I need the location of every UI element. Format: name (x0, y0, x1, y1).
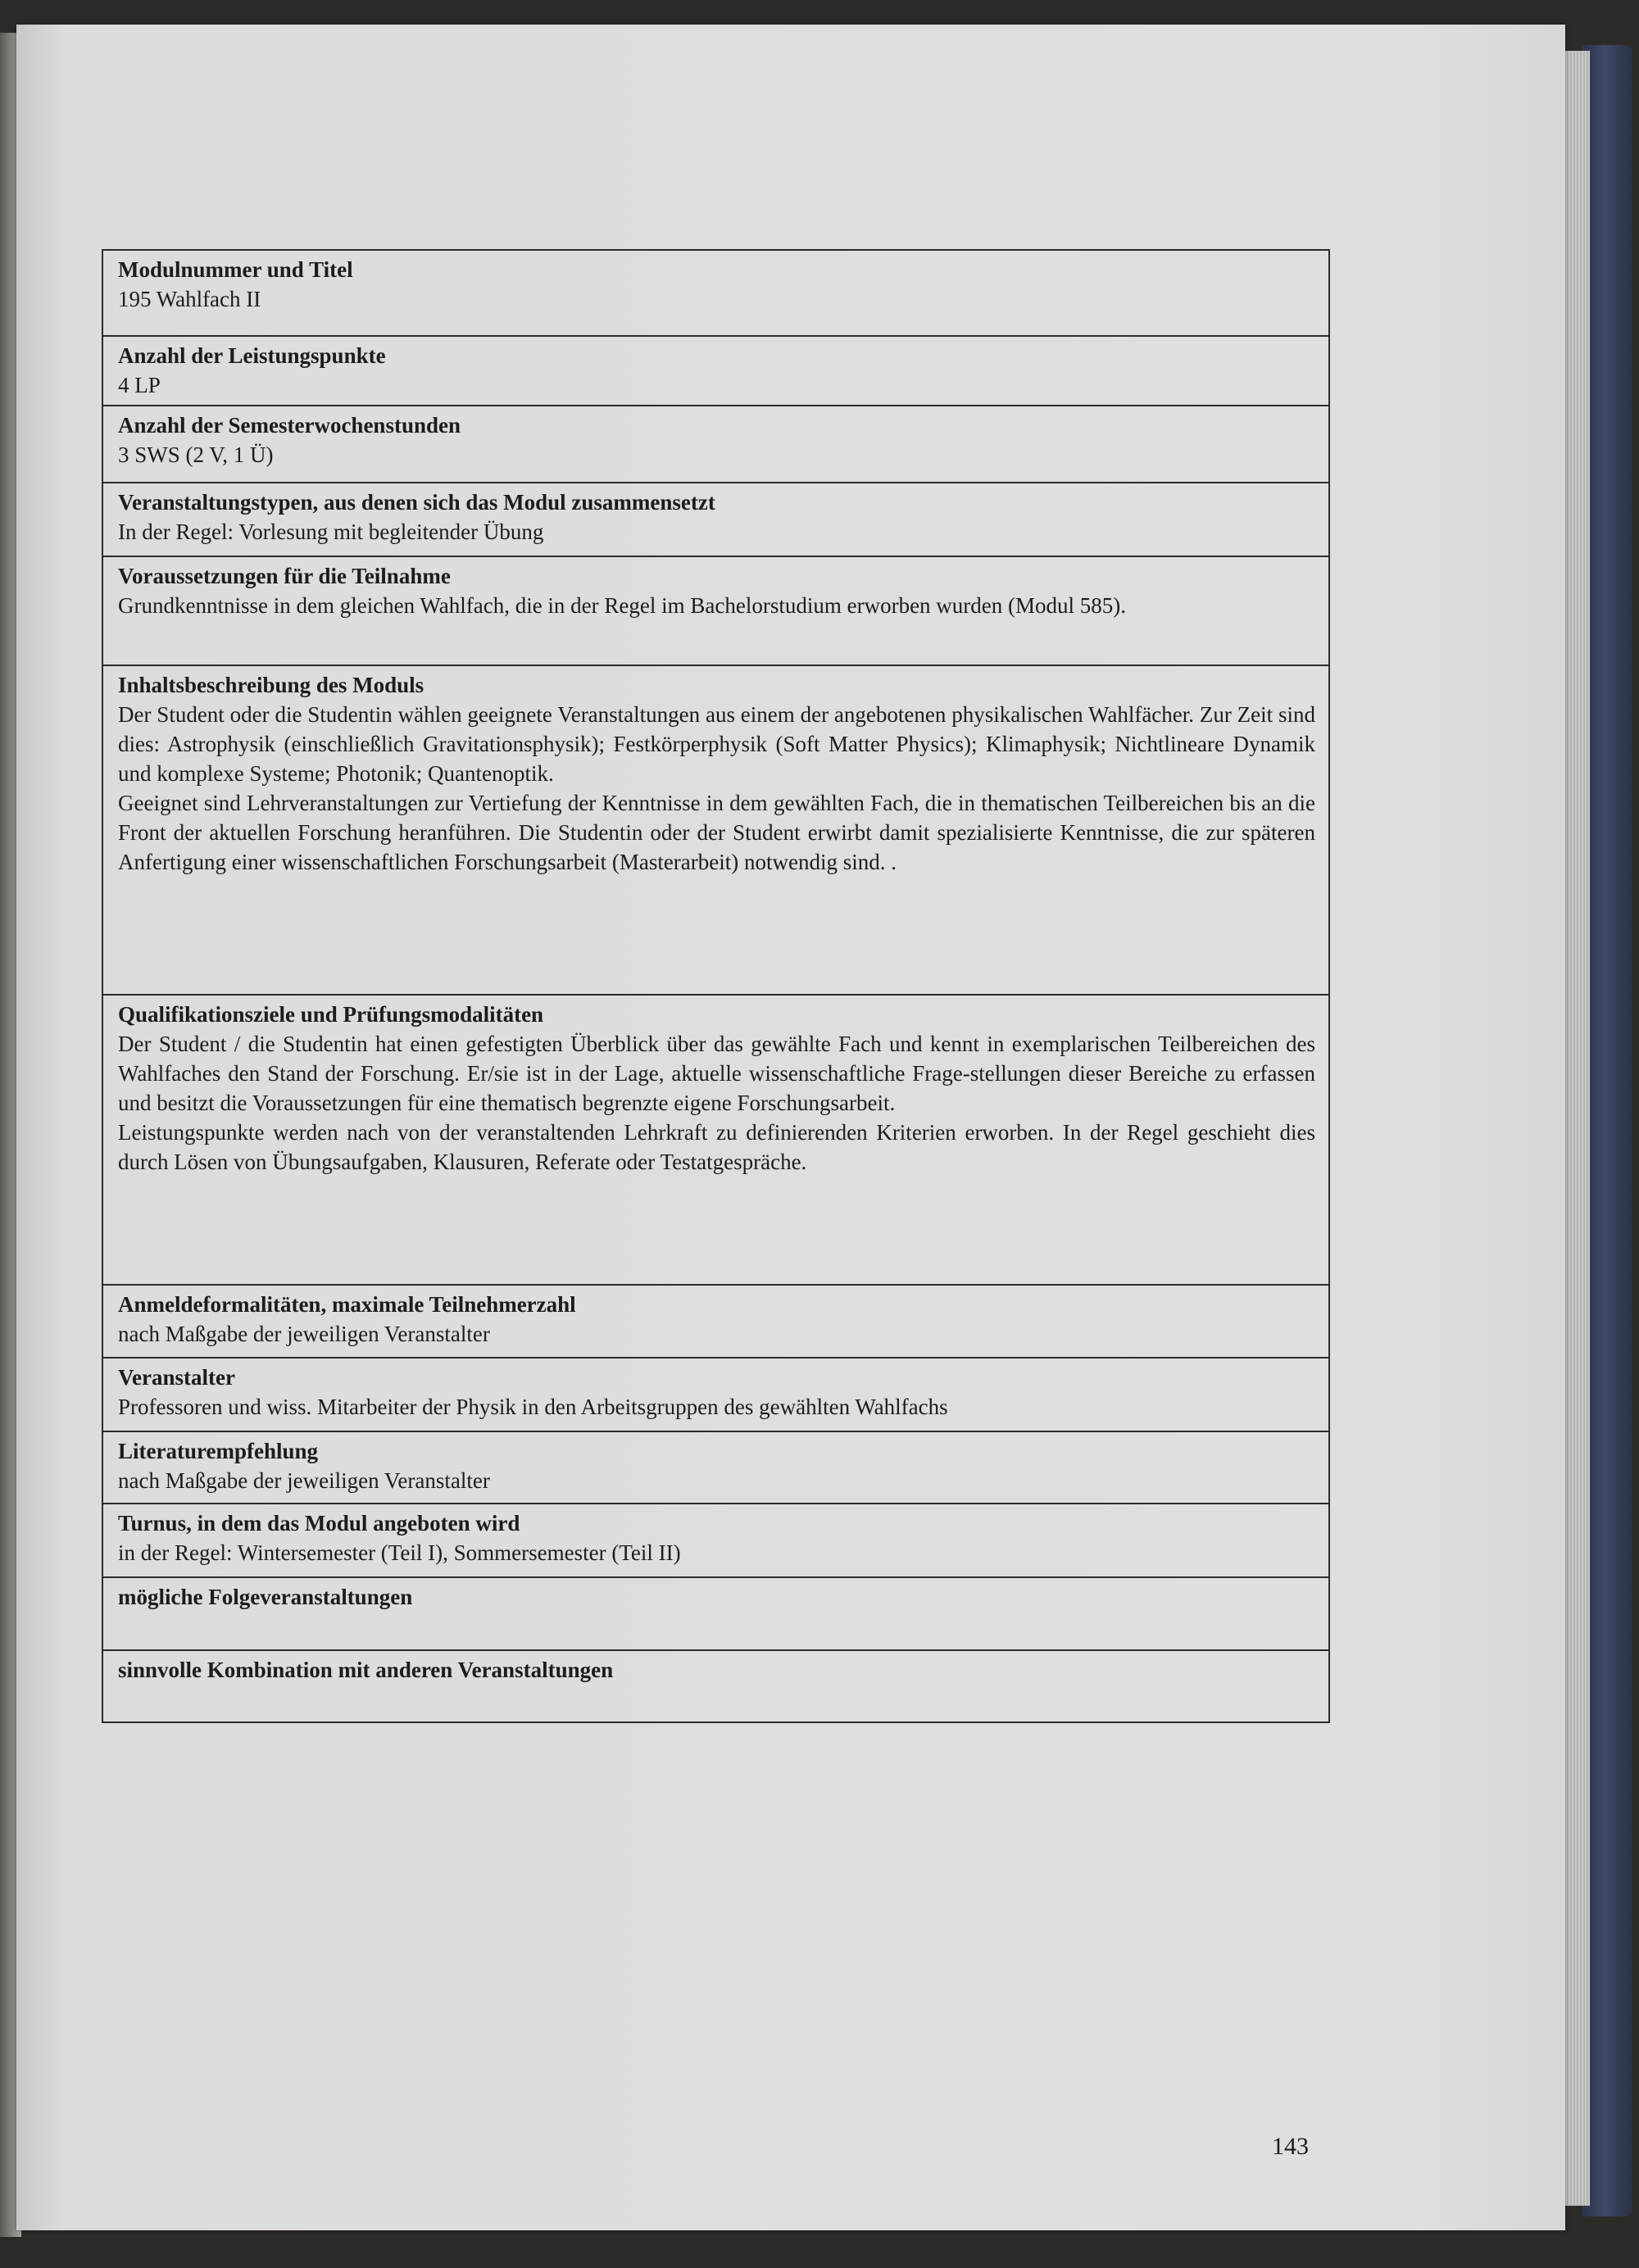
row-voraussetzungen (103, 556, 1328, 665)
row-content (118, 700, 1315, 877)
row-content (118, 284, 1315, 314)
row-text: In der Regel: Vorlesung mit begleitender Übung (118, 519, 544, 544)
row-inhaltsbeschreibung (103, 665, 1328, 994)
row-text: 3 SWS (2 V, 1 Ü) (118, 442, 274, 467)
row-title: Voraussetzungen für die Teilnahme (118, 564, 451, 588)
page-number: 143 (1272, 2133, 1309, 2160)
row-anmeldeformalitaeten (103, 1284, 1328, 1357)
row-title: Qualifikationsziele und Prüfungsmodalitäten (118, 1002, 544, 1027)
row-content (118, 370, 1315, 400)
row-leistungspunkte (103, 335, 1328, 405)
row-title: Modulnummer und Titel (118, 257, 353, 282)
row-veranstalter (103, 1357, 1328, 1431)
row-content (118, 1319, 1315, 1349)
row-semesterwochenstunden (103, 405, 1328, 482)
row-content (118, 517, 1315, 547)
row-text: Professoren und wiss. Mitarbeiter der Physik in den Arbeitsgruppen des gewählten Wahlfachs (118, 1395, 948, 1419)
row-text: 195 Wahlfach II (118, 287, 261, 311)
row-content (118, 591, 1315, 620)
document-page (16, 25, 1565, 2230)
row-title: Veranstalter (118, 1365, 235, 1390)
row-qualifikationsziele (103, 994, 1328, 1284)
row-title: mögliche Folgeveranstaltungen (118, 1585, 413, 1609)
row-title: Turnus, in dem das Modul angeboten wird (118, 1511, 520, 1535)
row-text: in der Regel: Wintersemester (Teil I), Sommersemester (Teil II) (118, 1540, 681, 1565)
row-text: Der Student oder die Studentin wählen geeignete Veranstaltungen aus einem der angebotenen physikalischen Wahlfächer. Zur Zeit sind dies: Astrophysik (einschließlich Gravitationsphysik); Festkörperphysik (Soft Matter Physics); Klimaphysik; Nichtlineare Dynamik und komplexe Systeme; Photonik; Quantenoptik. (118, 702, 1315, 786)
row-kombination (103, 1649, 1328, 1721)
row-turnus (103, 1503, 1328, 1576)
row-veranstaltungstypen (103, 482, 1328, 556)
row-title: Anzahl der Leistungspunkte (118, 343, 386, 368)
row-folgeveranstaltungen (103, 1576, 1328, 1649)
row-content (118, 440, 1315, 469)
row-title: sinnvolle Kombination mit anderen Veranstaltungen (118, 1658, 614, 1682)
row-modulnummer (103, 251, 1328, 335)
row-text: Grundkenntnisse in dem gleichen Wahlfach, die in der Regel im Bachelorstudium erworben wurden (Modul 585). (118, 593, 1127, 618)
row-text: Leistungspunkte werden nach von der veranstaltenden Lehrkraft zu definierenden Kriterien erworben. In der Regel geschieht dies durch Lösen von Übungsaufgaben, Klausuren, Referate oder Testatgespräche. (118, 1120, 1315, 1174)
row-text: nach Maßgabe der jeweiligen Veranstalter (118, 1322, 490, 1346)
row-title: Inhaltsbeschreibung des Moduls (118, 673, 425, 697)
row-text: Der Student / die Studentin hat einen gefestigten Überblick über das gewählte Fach und kennt in exemplarischen Teilbereichen des Wahlfaches den Stand der Forschung. Er/sie ist in der Lage, aktuelle wissenschaftliche Frage-stellungen dieser Bereiche zu erfassen und besitzt die Voraussetzungen für eine thematisch begrenzte eigene Forschungsarbeit. (118, 1032, 1315, 1115)
row-text: 4 LP (118, 373, 161, 397)
row-text: Geeignet sind Lehrveranstaltungen zur Vertiefung der Kenntnisse in dem gewählten Fach, die in thematischen Teilbereichen bis an die Front der aktuellen Forschung heranführen. Die Studentin oder der Student erwirbt damit spezialisierte Kenntnisse, die zur späteren Anfertigung einer wissenschaftlichen Forschungsarbeit (Masterarbeit) notwendig sind. . (118, 791, 1315, 874)
row-text: nach Maßgabe der jeweiligen Veranstalter (118, 1468, 490, 1493)
row-title: Literaturempfehlung (118, 1439, 318, 1463)
module-description-table (102, 249, 1330, 1723)
row-content (118, 1466, 1315, 1495)
row-title: Anmeldeformalitäten, maximale Teilnehmerzahl (118, 1292, 576, 1317)
row-content (118, 1392, 1315, 1422)
row-content (118, 1029, 1315, 1177)
row-content (118, 1538, 1315, 1567)
row-literaturempfehlung (103, 1431, 1328, 1503)
row-title: Veranstaltungstypen, aus denen sich das Modul zusammensetzt (118, 490, 715, 515)
row-title: Anzahl der Semesterwochenstunden (118, 413, 461, 438)
